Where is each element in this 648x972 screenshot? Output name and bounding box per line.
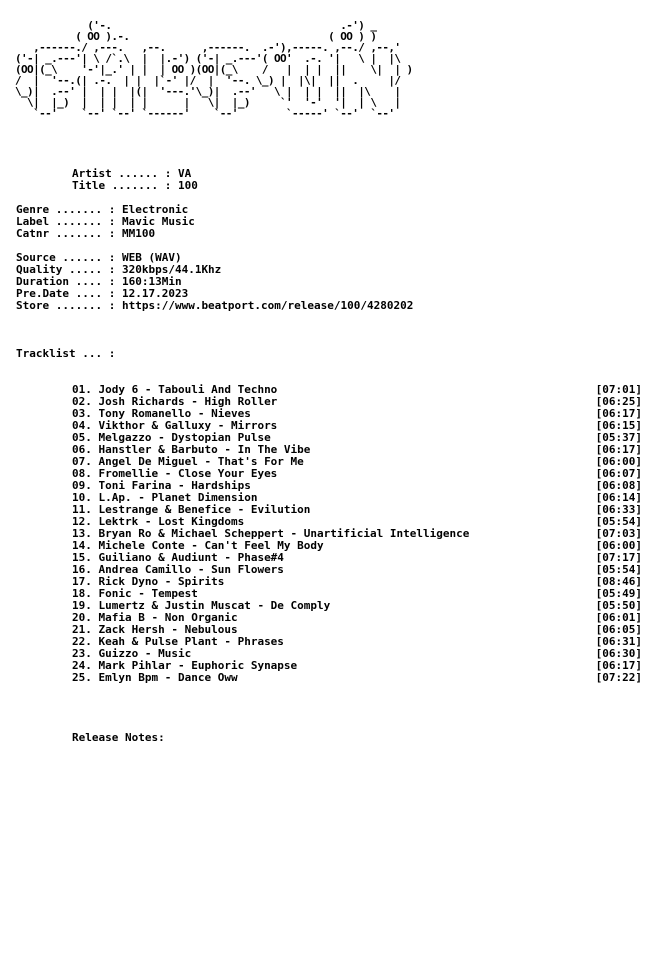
info-value: VA xyxy=(177,167,192,180)
info-separator: : xyxy=(108,263,116,276)
info-label: Catnr ....... xyxy=(16,227,103,240)
info-separator: : xyxy=(108,299,116,312)
track-duration: [06:00] xyxy=(595,539,642,552)
track-duration: [06:15] xyxy=(595,419,642,432)
info-value: WEB (WAV) xyxy=(121,251,182,264)
track-duration: [06:07] xyxy=(595,467,642,480)
track-title: 05. Melgazzo - Dystopian Pulse xyxy=(72,431,271,444)
track-row xyxy=(72,672,642,684)
info-label: Genre ....... xyxy=(16,203,103,216)
track-duration: [06:17] xyxy=(595,659,642,672)
track-title: 04. Vikthor & Galluxy - Mirrors xyxy=(72,419,278,432)
release-notes-heading: Release Notes: xyxy=(72,731,165,744)
store-url: https://www.beatport.com/release/100/4280202 xyxy=(121,299,414,312)
track-title: 07. Angel De Miguel - That's For Me xyxy=(72,455,304,468)
track-title: 09. Toni Farina - Hardships xyxy=(72,479,251,492)
track-duration: [05:50] xyxy=(595,599,642,612)
track-title: 11. Lestrange & Benefice - Evilution xyxy=(72,503,311,516)
info-value: 160:13Min xyxy=(121,275,182,288)
info-row-title xyxy=(72,180,198,192)
track-duration: [06:33] xyxy=(595,503,642,516)
info-row-store xyxy=(16,300,413,312)
info-row-catnr xyxy=(16,228,195,240)
track-title: 20. Mafia B - Non Organic xyxy=(72,611,238,624)
track-title: 13. Bryan Ro & Michael Scheppert - Unartificial Intelligence xyxy=(72,527,470,540)
info-label: Pre.Date .... xyxy=(16,287,103,300)
track-title: 24. Mark Pihlar - Euphoric Synapse xyxy=(72,659,298,672)
track-title: 18. Fonic - Tempest xyxy=(72,587,198,600)
track-title: 17. Rick Dyno - Spirits xyxy=(72,575,225,588)
track-duration: [05:49] xyxy=(595,587,642,600)
track-title: 23. Guizzo - Music xyxy=(72,647,192,660)
track-duration: [08:46] xyxy=(595,575,642,588)
info-label: Store ....... xyxy=(16,299,103,312)
info-label: Source ...... xyxy=(16,251,103,264)
info-label: Label ....... xyxy=(16,215,103,228)
track-duration: [05:54] xyxy=(595,563,642,576)
track-title: 12. Lektrk - Lost Kingdoms xyxy=(72,515,245,528)
track-title: 02. Josh Richards - High Roller xyxy=(72,395,278,408)
track-title: 08. Fromellie - Close Your Eyes xyxy=(72,467,278,480)
info-value: 320kbps/44.1Khz xyxy=(121,263,222,276)
track-title: 01. Jody 6 - Tabouli And Techno xyxy=(72,383,278,396)
track-title: 06. Hanstler & Barbuto - In The Vibe xyxy=(72,443,311,456)
info-label: Title ....... xyxy=(72,179,159,192)
track-duration: [06:17] xyxy=(595,407,642,420)
track-title: 19. Lumertz & Justin Muscat - De Comply xyxy=(72,599,331,612)
info-separator: : xyxy=(108,275,116,288)
info-value: MM100 xyxy=(121,227,156,240)
track-duration: [06:17] xyxy=(595,443,642,456)
track-title: 10. L.Ap. - Planet Dimension xyxy=(72,491,258,504)
info-separator: : xyxy=(108,203,116,216)
info-separator: : xyxy=(164,179,172,192)
info-value: 100 xyxy=(177,179,198,192)
track-title: 21. Zack Hersh - Nebulous xyxy=(72,623,238,636)
track-title: 25. Emlyn Bpm - Dance Oww xyxy=(72,671,238,684)
track-duration: [06:25] xyxy=(595,395,642,408)
track-title: 22. Keah & Pulse Plant - Phrases xyxy=(72,635,284,648)
info-value: Electronic xyxy=(121,203,189,216)
track-duration: [06:14] xyxy=(595,491,642,504)
ascii-art-logo: ('-. .-') _ ( OO ).-. ( OO ) ) ,------./ ,---. ,--. ,------. .-'),-----. ,--./ ,--,' ('-| _.---'| \ /`.\ | |.-') ('-| _.---'( OO' .-. '| \ | |\ (OO|(_\ '-'|_.' | | | OO )(OO|(_\ / | | | || \| | ) / | '--.(| .-. | | |`-' |/ | '--. \_) | |\| || . |/ \_)| .--' | | | |(| '---.'\_)| .--' \ | | | || |\ | \| |_) | | | | | | \| |_) `' '-' '| | \ | `--' `--' `--' `------' `--' `-----' `--' `--' xyxy=(15,19,413,120)
info-separator: : xyxy=(108,227,116,240)
track-title: 16. Andrea Camillo - Sun Flowers xyxy=(72,563,284,576)
info-label: Artist ...... xyxy=(72,167,159,180)
track-title: 03. Tony Romanello - Nieves xyxy=(72,407,251,420)
info-separator: : xyxy=(108,251,116,264)
info-value: 12.17.2023 xyxy=(121,287,189,300)
release-source-details xyxy=(16,252,413,312)
track-duration: [06:31] xyxy=(595,635,642,648)
track-duration: [06:05] xyxy=(595,623,642,636)
track-duration: [05:37] xyxy=(595,431,642,444)
track-duration: [07:17] xyxy=(595,551,642,564)
track-duration: [06:30] xyxy=(595,647,642,660)
info-value: Mavic Music xyxy=(121,215,195,228)
release-artist-title xyxy=(72,168,198,192)
track-title: 15. Guiliano & Audiunt - Phase#4 xyxy=(72,551,284,564)
track-duration: [06:01] xyxy=(595,611,642,624)
track-duration: [07:01] xyxy=(595,383,642,396)
tracklist xyxy=(72,384,642,684)
info-separator: : xyxy=(108,287,116,300)
tracklist-heading: Tracklist ... : xyxy=(16,347,116,360)
track-duration: [07:22] xyxy=(595,671,642,684)
info-separator: : xyxy=(164,167,172,180)
track-duration: [07:03] xyxy=(595,527,642,540)
track-title: 14. Michele Conte - Can't Feel My Body xyxy=(72,539,324,552)
release-genre-label xyxy=(16,204,195,240)
track-duration: [06:00] xyxy=(595,455,642,468)
track-duration: [06:08] xyxy=(595,479,642,492)
info-label: Duration .... xyxy=(16,275,103,288)
info-separator: : xyxy=(108,215,116,228)
info-label: Quality ..... xyxy=(16,263,103,276)
track-duration: [05:54] xyxy=(595,515,642,528)
